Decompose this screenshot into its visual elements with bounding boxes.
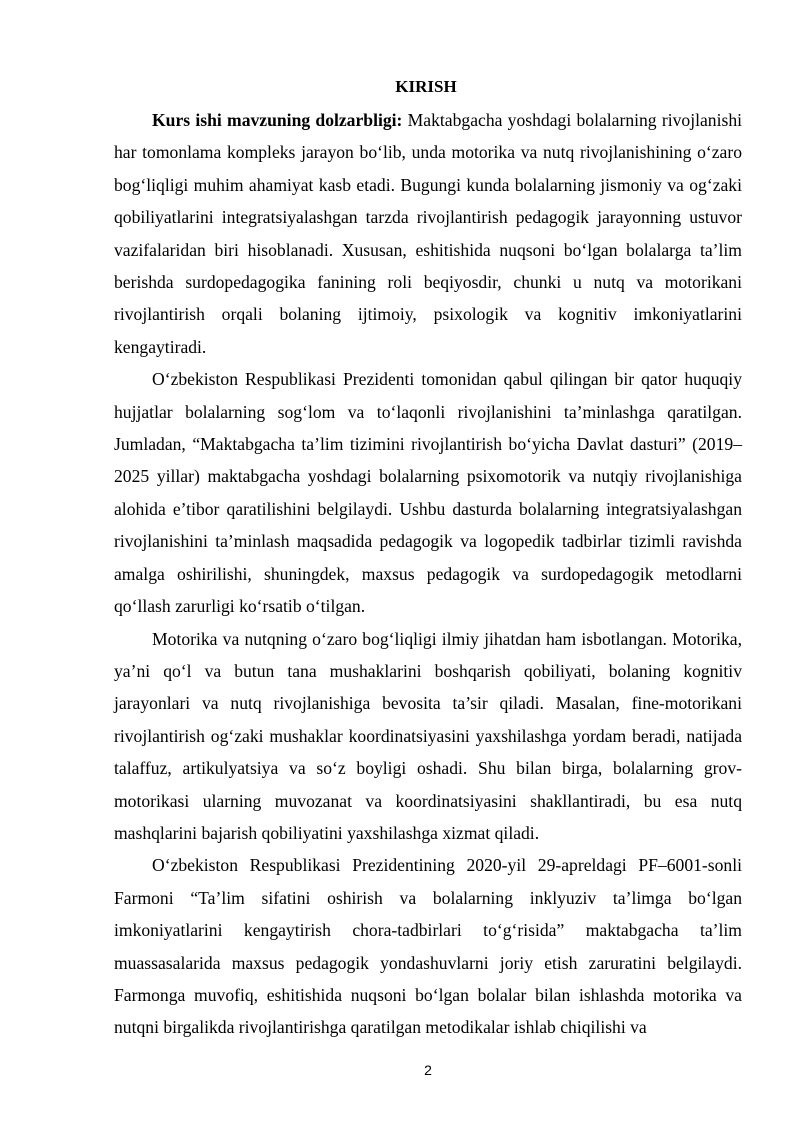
paragraph-legal-documents (114, 363, 742, 622)
paragraph-motor-speech-link (114, 623, 742, 850)
paragraph-text: O‘zbekiston Respublikasi Prezidentining 2020-yil 29-apreldagi PF–6001-sonli Farmoni “Ta’lim sifatini oshirish va bolalarning inklyuziv ta’limga bo‘lgan imkoniyatlarini kengaytirish chora-tadbirlari to‘g‘risida” maktabgacha ta’lim muassasalarida maxsus pedagogik yondashuvlarni joriy etish zaruratini belgilaydi. Farmonga muvofiq, eshitishida nuqsoni bo‘lgan bolalar bilan ishlashda motorika va nutqni birgalikda rivojlantirishga qaratilgan metodikalar ishlab chiqilishi va (114, 855, 742, 1038)
paragraph-presidential-decree (114, 849, 742, 1043)
paragraph-text: O‘zbekiston Respublikasi Prezidenti tomonidan qabul qilingan bir qator huquqiy hujjatlar bolalarning sog‘lom va to‘laqonli rivojlanishini ta’minlashga qaratilgan. Jumladan, “Maktabgacha ta’lim tizimini rivojlantirish bo‘yicha Davlat dasturi” (2019–2025 yillar) maktabgacha yoshdagi bolalarning psixomotorik va nutqiy rivojlanishiga alohida e’tibor qaratilishini belgilaydi. Ushbu dasturda bolalarning integratsiyalashgan rivojlanishini ta’minlash maqsadida pedagogik va logopedik tadbirlar tizimli ravishda amalga oshirilishi, shuningdek, maxsus pedagogik va surdopedagogik metodlarni qo‘llash zarurligi ko‘rsatib o‘tilgan. (114, 369, 742, 617)
paragraph-relevance (114, 104, 742, 363)
paragraph-lead: Kurs ishi mavzuning dolzarbligi: (152, 110, 403, 130)
paragraph-text: Maktabgacha yoshdagi bolalarning rivojlanishi har tomonlama kompleks jarayon bo‘lib, unda motorika va nutq rivojlanishining o‘zaro bog‘liqligi muhim ahamiyat kasb etadi. Bugungi kunda bolalarning jismoniy va og‘zaki qobiliyatlarini integratsiyalashgan tarzda rivojlantirish pedagogik jarayonning ustuvor vazifalaridan biri hisoblanadi. Xususan, eshitishida nuqsoni bo‘lgan bolalarga ta’lim berishda surdopedagogika fanining roli beqiyosdir, chunki u nutq va motorikani rivojlantirish orqali bolaning ijtimoiy, psixologik va kognitiv imkoniyatlarini kengaytiradi. (114, 110, 742, 357)
section-heading: KIRISH (395, 77, 457, 96)
paragraph-text: Motorika va nutqning o‘zaro bog‘liqligi ilmiy jihatdan ham isbotlangan. Motorika, ya’ni qo‘l va butun tana mushaklarini boshqarish qobiliyati, bolaning kognitiv jarayonlari va nutq rivojlanishiga bevosita ta’sir qiladi. Masalan, fine-motorikani rivojlantirish og‘zaki mushaklar koordinatsiyasini yaxshilashga yordam beradi, natijada talaffuz, artikulyatsiya va so‘z boyligi oshadi. Shu bilan birga, bolalarning grov-motorikasi ularning muvozanat va koordinatsiyasini shakllantiradi, bu esa nutq mashqlarini bajarish qobiliyatini yaxshilashga xizmat qiladi. (114, 628, 742, 843)
page-number: 2 (424, 1062, 432, 1078)
body-text (114, 104, 742, 1044)
